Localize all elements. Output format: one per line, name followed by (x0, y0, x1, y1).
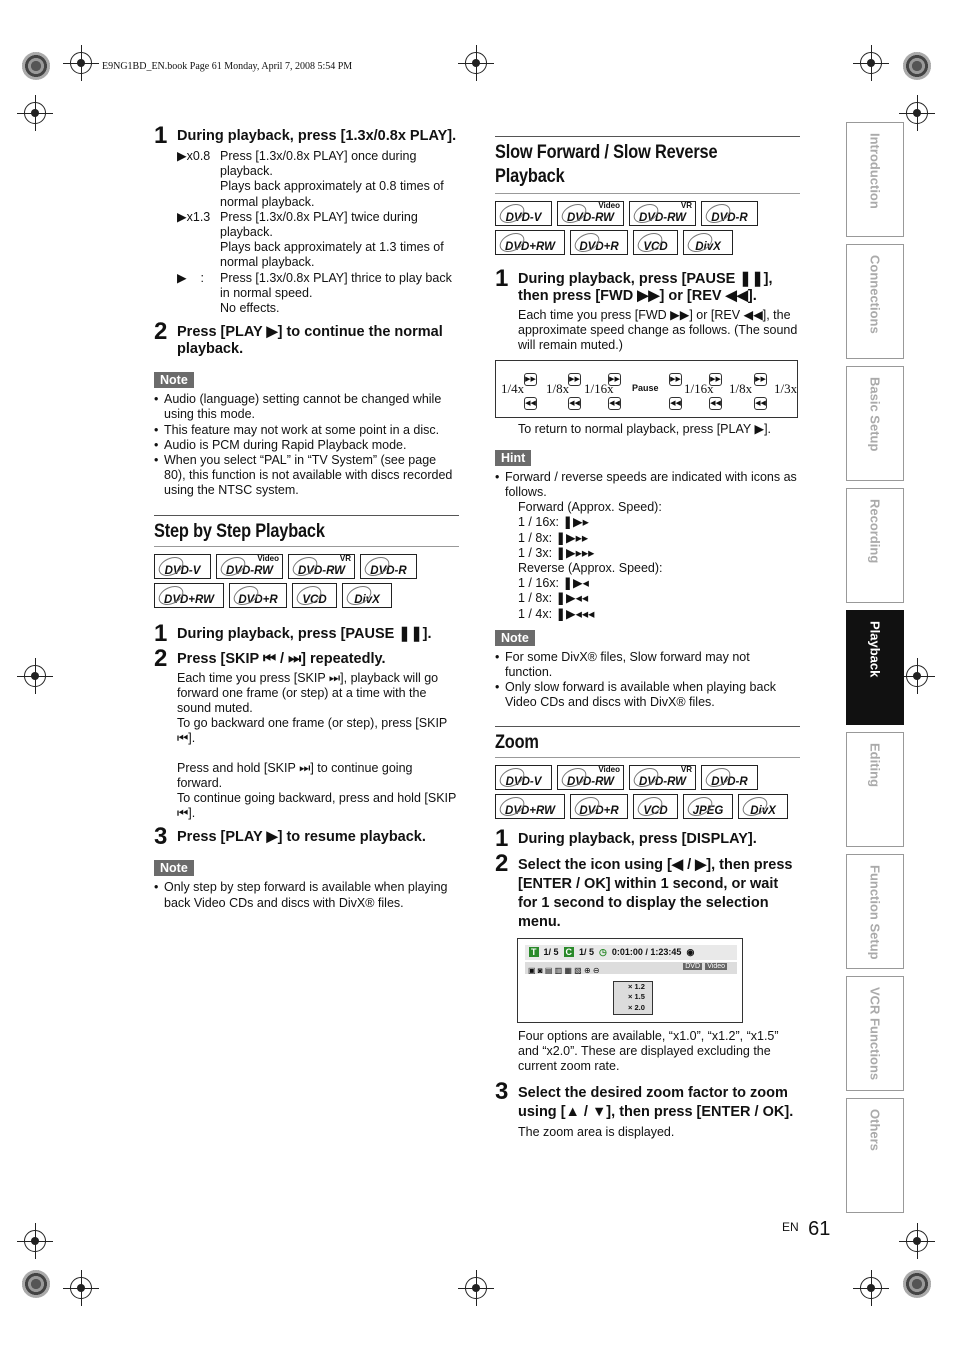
language-code: EN (782, 1220, 799, 1234)
menu-icons: ▣ ◙ ▤ ▥ ▦ ▧ ⊕ ⊖ (528, 965, 600, 975)
step-number: 3 (154, 823, 168, 851)
speed-icon-row: 1 / 16x: ❚▶▸ (518, 515, 589, 530)
media-tag-dvd: DVD (685, 962, 700, 970)
slow-reverse-icon: ❚▶◂◂◂ (555, 606, 595, 621)
disc-dvd-rw-video-icon: Video DVD-RW (557, 765, 624, 790)
forward-label: Forward (Approx. Speed): (518, 500, 662, 515)
chapter-icon: C (565, 947, 573, 958)
speed-label-pause: Pause (632, 382, 659, 393)
step-number: 2 (154, 644, 168, 672)
rev-button-icon: ◀◀ (608, 397, 621, 410)
step-text: During playback, press [PAUSE ❚❚]. (177, 625, 432, 642)
disc-divx-icon: DivX (342, 583, 392, 608)
registration-target-tl (22, 52, 50, 80)
tab-vcr-functions[interactable]: VCR Functions (846, 976, 904, 1091)
disc-icons (154, 554, 459, 608)
step-1 (154, 619, 459, 647)
note-item: • This feature may not work at some point in a disc. (154, 423, 459, 438)
tab-function-setup[interactable]: Function Setup (846, 854, 904, 969)
hint-list (495, 470, 800, 500)
disc-vcd-icon: VCD (633, 230, 678, 255)
step-text: During playback, press [DISPLAY]. (518, 830, 757, 847)
rev-button-icon: ◀◀ (709, 397, 722, 410)
step-text: Press [PLAY ▶] to continue the normal playback. (177, 324, 443, 358)
crosshair-mark (24, 665, 46, 687)
tab-basic-setup[interactable]: Basic Setup (846, 366, 904, 481)
note-item: • Audio is PCM during Rapid Playback mode. (154, 438, 459, 453)
step-1 (495, 824, 800, 852)
option-row (177, 210, 459, 271)
hint-item: • Forward / reverse speeds are indicated with icons as follows. (495, 470, 800, 500)
slow-forward-icon: ❚▶▸ (562, 515, 589, 530)
crosshair-mark (465, 1277, 487, 1299)
slow-reverse-icon: ❚▶◂◂ (555, 591, 589, 606)
note-item: • For some DivX® files, Slow forward may not function. (495, 650, 800, 680)
left-column (154, 122, 459, 911)
speed-label: 1/8x (729, 380, 753, 396)
step-2 (495, 849, 800, 932)
fwd-button-icon: ▶▶ (524, 373, 537, 386)
disc-dvd-plus-r-icon: DVD+R (570, 794, 628, 819)
crosshair-mark (24, 102, 46, 124)
step-text: Select the desired zoom factor to zoom using [▲ / ▼], then press [ENTER / OK]. (518, 1085, 794, 1121)
tab-connections[interactable]: Connections (846, 244, 904, 359)
tab-introduction[interactable]: Introduction (846, 122, 904, 237)
step-body: Each time you press [SKIP ⏭], playback will go forward one frame (or step) at a time with the sound muted. (177, 670, 439, 716)
media-tag-video: Video (707, 962, 725, 970)
speed-label: 1/8x (546, 380, 570, 396)
return-text: To return to normal playback, press [PLAY ▶]. (518, 421, 772, 436)
speed-icon-row: 1 / 4x: ❚▶◂◂◂ (518, 606, 595, 621)
step-text: Press [SKIP ⏮ / ⏭] repeatedly. (177, 650, 386, 667)
chapter-tabs (846, 122, 904, 1220)
fwd-button-icon: ▶▶ (568, 373, 581, 386)
icon-bar (525, 962, 737, 974)
step-2 (154, 644, 459, 822)
rev-button-icon: ◀◀ (754, 397, 767, 410)
disc-dvd-rw-vr-icon: VR DVD-RW (629, 201, 696, 226)
right-column (495, 136, 800, 1144)
option-line: Press [1.3x/0.8x PLAY] thrice to play back in normal speed. (220, 270, 452, 300)
zoom-option[interactable]: × 1.2 (628, 981, 645, 991)
tab-others[interactable]: Others (846, 1098, 904, 1213)
title-icon: T (531, 947, 537, 958)
slow-forward-icon: ❚▶▸▸▸ (555, 545, 595, 560)
section-underline (495, 193, 800, 194)
step-number: 1 (154, 619, 168, 647)
step-body: To go backward one frame (or step), press [SKIP ⏮]. (177, 716, 448, 746)
registration-target-tr (903, 52, 931, 80)
option-line: Plays back approximately at 0.8 times of normal playback. (220, 179, 444, 209)
speed-label: 1/16x (584, 380, 614, 396)
step-number: 2 (154, 318, 168, 346)
option-line: No effects. (220, 301, 280, 316)
speed-diagram (495, 360, 798, 418)
tab-playback[interactable]: Playback (846, 610, 904, 725)
disc-dvd-r-icon: DVD-R (701, 765, 758, 790)
disc-dvd-r-icon: DVD-R (701, 201, 758, 226)
disc-dvd-v-icon: DVD-V (154, 554, 211, 579)
step-body: Each time you press [FWD ▶▶] or [REV ◀◀], the approximate speed change as follows. (The sound will remain muted.) (518, 308, 798, 353)
zoom-options-menu (613, 981, 653, 1015)
section-underline (495, 757, 800, 758)
disc-dvd-rw-vr-icon: VR DVD-RW (288, 554, 355, 579)
fwd-button-icon: ▶▶ (669, 373, 682, 386)
section-title-slow-forward: Slow Forward / Slow Reverse Playback (495, 142, 718, 187)
slow-reverse-icon: ❚▶◂ (562, 576, 589, 591)
hint-label: Hint (495, 450, 531, 466)
option-key: : (200, 270, 205, 285)
disc-dvd-plus-r-icon: DVD+R (570, 230, 628, 255)
fwd-button-icon: ▶▶ (608, 373, 621, 386)
clock-icon: ◷ (599, 946, 607, 957)
disc-dvd-plus-rw-icon: DVD+RW (154, 583, 224, 608)
section-underline (154, 546, 459, 547)
speed-icon-row: 1 / 8x: ❚▶◂◂ (518, 591, 589, 606)
crosshair-mark (906, 102, 928, 124)
note-item: • Audio (language) setting cannot be changed while using this mode. (154, 392, 459, 422)
disc-icon: ◉ (686, 946, 695, 957)
tab-recording[interactable]: Recording (846, 488, 904, 603)
crosshair-mark (24, 1230, 46, 1252)
rev-button-icon: ◀◀ (669, 397, 682, 410)
note-list (154, 392, 459, 498)
step-number: 2 (495, 849, 509, 877)
tab-editing[interactable]: Editing (846, 732, 904, 847)
slow-forward-icon: ❚▶▸▸ (555, 530, 589, 545)
crosshair-mark (465, 52, 487, 74)
note-item: • Only slow forward is available when playing back Video CDs and discs with DivX® files. (495, 680, 800, 710)
option-line: Plays back approximately at 1.3 times of normal playback. (220, 240, 444, 270)
play-icon: ▶ (177, 270, 187, 285)
disc-dvd-rw-video-icon: Video DVD-RW (557, 201, 624, 226)
speed-icon-row: 1 / 8x: ❚▶▸▸ (518, 530, 589, 545)
rev-button-icon: ◀◀ (568, 397, 581, 410)
reverse-label: Reverse (Approx. Speed): (518, 561, 663, 576)
status-bar (525, 945, 737, 960)
option-key: x1.3 (186, 209, 211, 224)
step-number: 1 (154, 122, 168, 149)
rev-button-icon: ◀◀ (524, 397, 537, 410)
registration-target-br (903, 1270, 931, 1298)
disc-divx-icon: DivX (683, 230, 733, 255)
speed-icon-row: 1 / 3x: ❚▶▸▸▸ (518, 545, 595, 560)
play-icon: ▶ (177, 149, 187, 163)
disc-dvd-plus-r-icon: DVD+R (229, 583, 287, 608)
option-line: Press [1.3x/0.8x PLAY] once during playback. (220, 149, 417, 179)
section-divider (154, 515, 459, 516)
step-3 (154, 823, 459, 851)
disc-dvd-rw-vr-icon: VR DVD-RW (629, 765, 696, 790)
step-1 (154, 122, 459, 149)
file-info-header: E9NG1BD_EN.book Page 61 Monday, April 7, 2008 5:54 PM (102, 61, 353, 72)
crosshair-mark (860, 52, 882, 74)
registration-target-bl (22, 1270, 50, 1298)
step-body: To continue going backward, press and hold [SKIP ⏮]. (177, 791, 457, 821)
note-list (154, 880, 459, 910)
time-counter: 0:01:00 / 1:23:45 (611, 947, 682, 958)
fwd-button-icon: ▶▶ (754, 373, 767, 386)
step-text: During playback, press [PAUSE ❚❚], then press [FWD ▶▶] or [REV ◀◀]. (518, 271, 773, 304)
step-number: 3 (495, 1078, 509, 1106)
option-row (177, 149, 459, 210)
zoom-menu-screenshot (517, 938, 743, 1023)
note-list (495, 650, 800, 711)
disc-icons (495, 201, 800, 255)
note-label: Note (495, 630, 535, 646)
disc-vcd-icon: VCD (633, 794, 678, 819)
note-label: Note (154, 860, 194, 876)
step-body: The zoom area is displayed. (518, 1125, 675, 1140)
speed-icon-row: 1 / 16x: ❚▶◂ (518, 576, 589, 591)
section-title-zoom: Zoom (495, 731, 539, 753)
step-number: 1 (495, 824, 509, 852)
disc-dvd-r-icon: DVD-R (360, 554, 417, 579)
disc-dvd-v-icon: DVD-V (495, 201, 552, 226)
step-1 (495, 265, 800, 354)
section-title-step-by-step: Step by Step Playback (154, 520, 325, 542)
disc-icons (495, 765, 800, 819)
step-3 (495, 1078, 800, 1140)
play-icon: ▶ (177, 209, 187, 224)
disc-dvd-rw-video-icon: Video DVD-RW (216, 554, 283, 579)
crosshair-mark (906, 665, 928, 687)
fwd-button-icon: ▶▶ (709, 373, 722, 386)
step-text: During playback, press [1.3x/0.8x PLAY]. (177, 128, 457, 144)
section-divider (495, 136, 800, 137)
disc-dvd-plus-rw-icon: DVD+RW (495, 230, 565, 255)
option-line: Press [1.3x/0.8x PLAY] twice during playback. (220, 209, 418, 240)
step-2 (154, 318, 459, 358)
disc-dvd-v-icon: DVD-V (495, 765, 552, 790)
section-divider (495, 726, 800, 727)
crosshair-mark (906, 1230, 928, 1252)
crosshair-mark (70, 1277, 92, 1299)
speed-label: 1/3x (774, 380, 798, 396)
chapter-count: 1/ 5 (579, 947, 595, 958)
option-row (177, 271, 459, 317)
option-key: x0.8 (186, 149, 211, 163)
note-item: • Only step by step forward is available when playing back Video CDs and discs with DivX® files. (154, 880, 459, 910)
step-text: Press [PLAY ▶] to resume playback. (177, 829, 426, 846)
zoom-body: Four options are available, “x1.0”, “x1.2”, “x1.5” and “x2.0”. These are displayed excluding the current zoom rate. (518, 1028, 779, 1074)
crosshair-mark (860, 1277, 882, 1299)
crosshair-mark (70, 52, 92, 74)
speed-label: 1/16x (684, 380, 714, 396)
step-text: Select the icon using [◀ / ▶], then press [ENTER / OK] within 1 second, or wait for 1 second to display the selection menu. (518, 856, 793, 930)
zoom-option[interactable]: × 2.0 (628, 1002, 645, 1012)
disc-jpeg-icon: JPEG (683, 794, 733, 819)
disc-divx-icon: DivX (738, 794, 788, 819)
speed-label: 1/4x (501, 380, 525, 396)
step-number: 1 (495, 265, 509, 292)
step-body: Press and hold [SKIP ⏭] to continue going forward. (177, 760, 413, 790)
note-label: Note (154, 372, 194, 388)
zoom-option[interactable]: × 1.5 (628, 992, 645, 1002)
disc-dvd-plus-rw-icon: DVD+RW (495, 794, 565, 819)
title-count: 1/ 5 (543, 947, 559, 958)
page-number-value: 61 (808, 1218, 831, 1240)
disc-vcd-icon: VCD (292, 583, 337, 608)
page-number (782, 1218, 830, 1241)
note-item: • When you select “PAL” in “TV System” (see page 80), this function is not available with discs recorded using the NTSC system. (154, 453, 459, 499)
